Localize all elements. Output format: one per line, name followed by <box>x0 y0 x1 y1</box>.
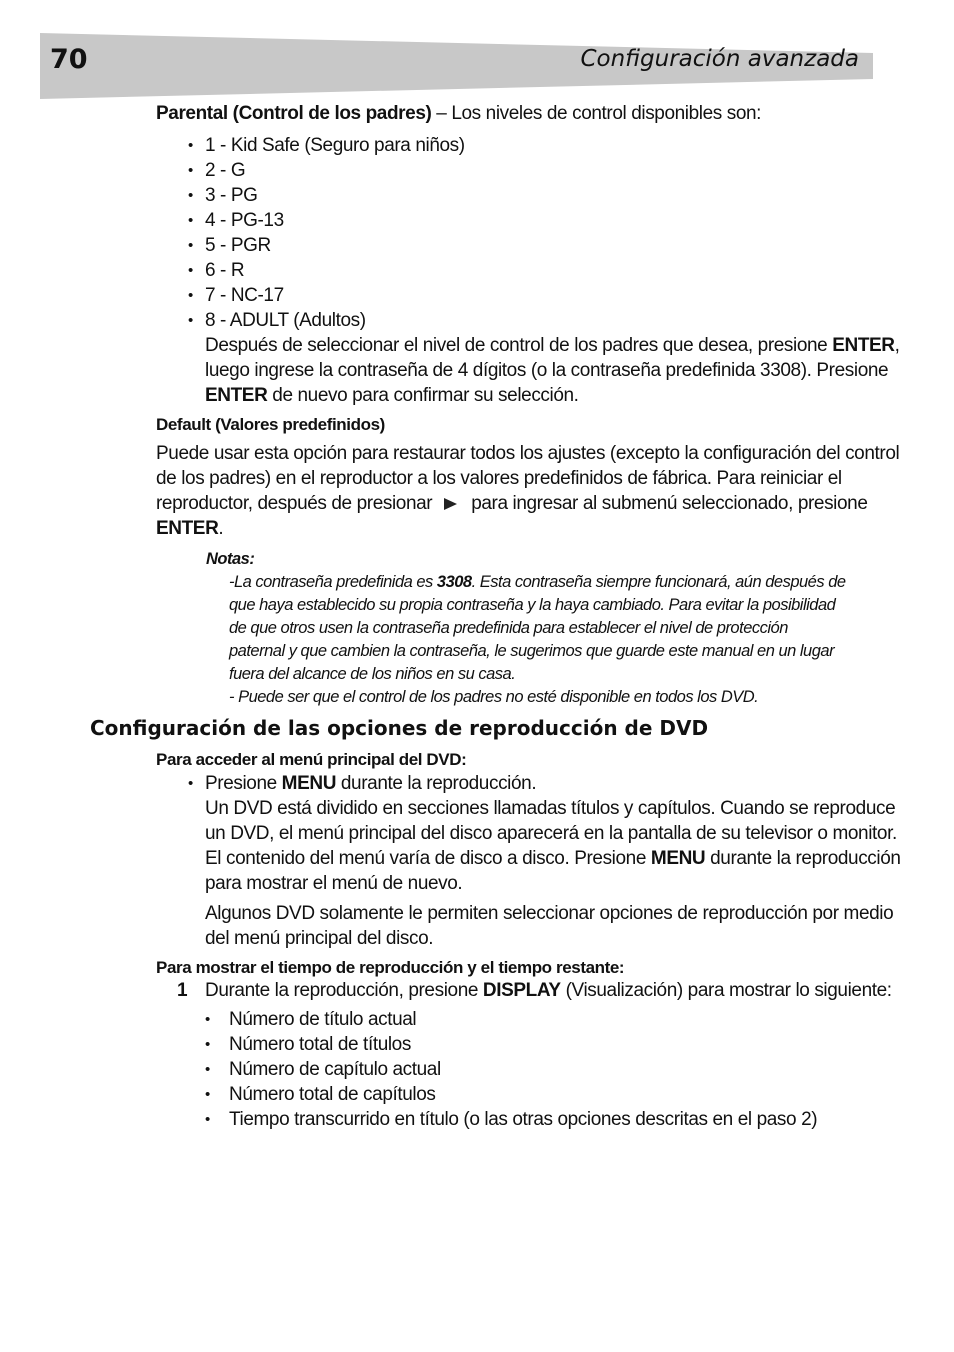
bullet-icon: • <box>188 187 194 204</box>
note-line: paternal y que cambien la contraseña, le sugerimos que guarde este manual en un lugar <box>229 642 835 660</box>
bullet-icon: • <box>188 287 194 304</box>
enter-key-label: ENTER <box>156 518 219 539</box>
running-title: Configuración avanzada <box>580 46 859 72</box>
menu-heading: Para acceder al menú principal del DVD: <box>156 750 467 769</box>
text-run: (Visualización) para mostrar lo siguiente: <box>560 980 892 1001</box>
default-heading: Default (Valores predefinidos) <box>156 415 385 434</box>
bullet-icon: • <box>188 162 194 179</box>
text-run: para ingresar al submenú seleccionado, presione <box>471 493 868 514</box>
list-item: 6 - R <box>205 260 245 281</box>
bullet-icon: • <box>188 212 194 229</box>
list-item: 7 - NC-17 <box>205 285 284 306</box>
text-run: Presione <box>205 773 282 794</box>
bullet-icon: • <box>188 775 194 792</box>
bullet-icon: • <box>205 1111 211 1128</box>
bullet-icon: • <box>188 137 194 154</box>
bullet-icon: • <box>188 262 194 279</box>
list-item: 1 - Kid Safe (Seguro para niños) <box>205 135 465 156</box>
list-item: Tiempo transcurrido en título (o las otras opciones descritas en el paso 2) <box>229 1109 818 1130</box>
menu-text-line: un DVD, el menú principal del disco aparecerá en la pantalla de su televisor o monitor. <box>205 823 897 844</box>
text-run: . <box>218 518 224 539</box>
menu-text-line <box>205 846 901 871</box>
play-arrow-icon <box>444 498 457 510</box>
page-number: 70 <box>50 44 88 75</box>
text-run: . Esta contraseña siempre funcionará, aún después de <box>471 573 846 591</box>
text-run: de nuevo para confirmar su selección. <box>267 385 579 406</box>
list-item: 4 - PG-13 <box>205 210 284 231</box>
text-run: durante la reproducción. <box>336 773 537 794</box>
menu-key-label: MENU <box>281 773 337 794</box>
list-item: 3 - PG <box>205 185 258 206</box>
bullet-icon: • <box>205 1011 211 1028</box>
menu-text-line: para mostrar el menú de nuevo. <box>205 873 463 894</box>
note-line: - Puede ser que el control de los padres no esté disponible en todos los DVD. <box>229 688 759 706</box>
parental-instructions-line <box>205 333 900 358</box>
list-item: Número de título actual <box>229 1009 417 1030</box>
text-run: reproductor, después de presionar <box>156 493 433 514</box>
notes-heading: Notas: <box>206 550 255 568</box>
menu-key-label: MENU <box>650 848 706 869</box>
enter-key-label: ENTER <box>205 385 268 406</box>
text-run: Durante la reproducción, presione <box>205 980 483 1001</box>
bullet-icon: • <box>205 1061 211 1078</box>
menu-text-line: del menú principal del disco. <box>205 928 434 949</box>
list-item: Número total de capítulos <box>229 1084 436 1105</box>
text-run: durante la reproducción <box>705 848 901 869</box>
menu-text-line: Algunos DVD solamente le permiten seleccionar opciones de reproducción por medio <box>205 903 894 924</box>
time-heading: Para mostrar el tiempo de reproducción y el tiempo restante: <box>156 958 625 977</box>
default-text-line <box>156 516 223 541</box>
text-run: , <box>894 335 900 356</box>
bullet-icon: • <box>188 237 194 254</box>
step-text <box>205 978 892 1003</box>
text-run: -La contraseña predefinida es <box>229 573 437 591</box>
list-item: Número total de títulos <box>229 1034 411 1055</box>
note-line: fuera del alcance de los niños en su casa. <box>229 665 516 683</box>
list-item: 8 - ADULT (Adultos) <box>205 310 366 331</box>
text-run: El contenido del menú varía de disco a disco. Presione <box>205 848 651 869</box>
text-run: Después de seleccionar el nivel de control de los padres que desea, presione <box>205 335 833 356</box>
note-line: que haya establecido su propia contraseña y la haya cambiado. Para evitar la posibilidad <box>229 596 836 614</box>
parental-paragraph <box>156 101 761 126</box>
step-number: 1 <box>177 980 188 1001</box>
menu-text-line: Un DVD está dividido en secciones llamadas títulos y capítulos. Cuando se reproduce <box>205 798 896 819</box>
parental-label: Parental (Control de los padres) <box>156 103 432 124</box>
default-text-line: de los padres) en el reproductor a los valores predefinidos de fábrica. Para reiniciar el <box>156 468 842 489</box>
note-line <box>229 571 846 594</box>
parental-intro: – Los niveles de control disponibles son: <box>431 103 762 124</box>
note-line: de que otros usen la contraseña predefinida para establecer el nivel de protección <box>229 619 788 637</box>
default-text-line <box>156 491 868 516</box>
list-item: 5 - PGR <box>205 235 271 256</box>
default-text-line: Puede usar esta opción para restaurar todos los ajustes (excepto la configuración del control <box>156 443 900 464</box>
parental-instructions-line <box>205 383 579 408</box>
bullet-icon: • <box>205 1036 211 1053</box>
default-password: 3308 <box>436 573 472 591</box>
enter-key-label: ENTER <box>832 335 895 356</box>
menu-text-line <box>205 771 536 796</box>
display-key-label: DISPLAY <box>482 980 561 1001</box>
bullet-icon: • <box>188 312 194 329</box>
list-item: 2 - G <box>205 160 246 181</box>
section-heading: Configuración de las opciones de reproducción de DVD <box>90 716 709 740</box>
list-item: Número de capítulo actual <box>229 1059 441 1080</box>
parental-instructions-line: luego ingrese la contraseña de 4 dígitos (o la contraseña predefinida 3308). Presione <box>205 360 889 381</box>
bullet-icon: • <box>205 1086 211 1103</box>
